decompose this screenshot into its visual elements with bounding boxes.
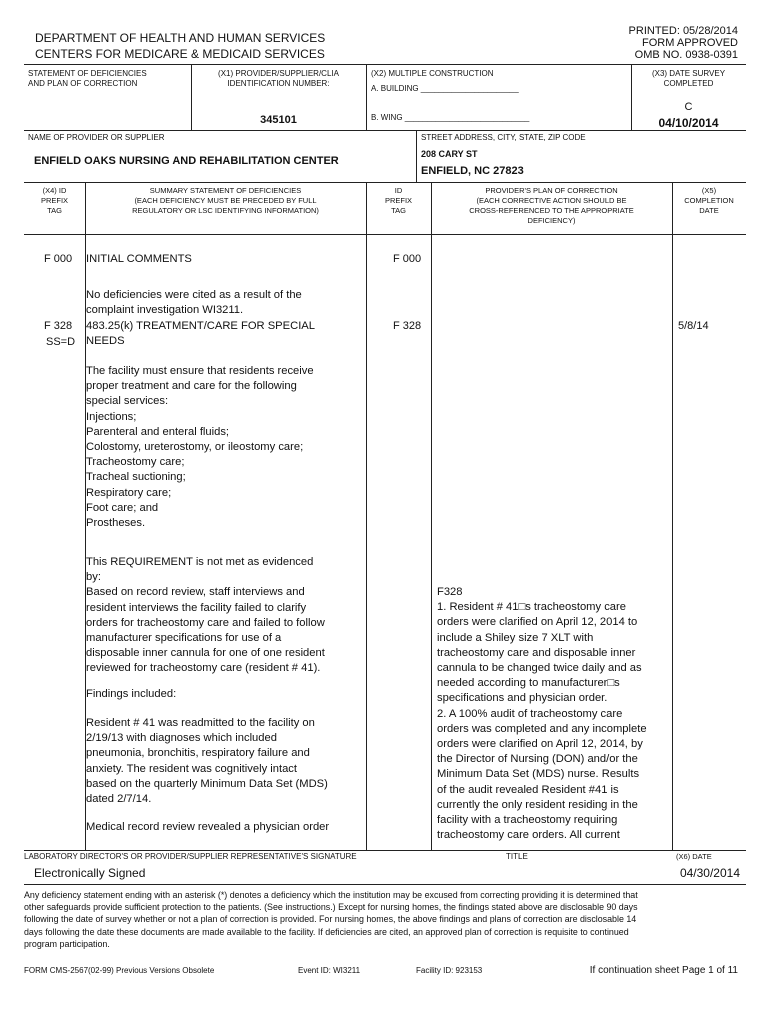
omb-number: OMB NO. 0938-0391 [634,49,738,61]
signature-value: Electronically Signed [34,866,146,880]
department-title: DEPARTMENT OF HEALTH AND HUMAN SERVICES [35,31,326,45]
survey-letter: C [684,101,693,113]
initial-comments: INITIAL COMMENTS [86,253,192,265]
form-approved: FORM APPROVED [642,37,738,49]
rule [672,182,673,850]
x1-label: (X1) PROVIDER/SUPPLIER/CLIA IDENTIFICATION NUMBER: [218,69,339,88]
x5-header: (X5) COMPLETION DATE [684,186,734,215]
special-services-text: The facility must ensure that residents receive proper treatment and care for the following special services: Injections; Parenteral and enteral fluids; Colostomy, ureterostomy, or ileostomy care; Tracheostomy care; Tracheal suctioning; Respiratory care; Foot care; and Prostheses. [86,365,314,530]
wing-label: B. WING ____________________________ [371,113,530,122]
page-indicator: If continuation sheet Page 1 of 11 [589,965,738,976]
plan-of-correction-text: F328 1. Resident # 41□s tracheostomy care orders were clarified on April 12, 2014 to include a Shiley size 7 XLT with tracheostomy care and disposable inner cannula to be changed twice daily and as needed according to manufacturer□s specifications and physician order. 2. A 100% audit of tracheostomy care orders was completed and any incomplete orders were clarified on April 12, 2014, by the Director of Nursing (DON) and/or the Minimum Data Set (MDS) nurse. Results of the audit revealed Resident #41 is currently the only resident residing in the facility with a tracheostomy requiring tracheostomy care orders. All current [437,586,647,842]
provider-id: 345101 [260,114,297,126]
id-f328: F 328 [393,320,422,332]
tag-severity: SS=D [46,336,76,348]
x2-label: (X2) MULTIPLE CONSTRUCTION [371,69,494,78]
f328-title: 483.25(k) TREATMENT/CARE FOR SPECIAL NEEDS [86,320,315,348]
rule [24,64,746,65]
signature-date: 04/30/2014 [679,866,740,880]
id-header: ID PREFIX TAG [384,186,413,215]
resident-text: Resident # 41 was readmitted to the facility on 2/19/13 with diagnoses which included pneumonia, bronchitis, respiratory failure and anxiety. The resident was cognitively intact based on the quarterly Minimum Data Set (MDS) dated 2/7/14. [86,717,328,806]
city-state-zip: ENFIELD, NC 27823 [421,165,524,177]
summary-header: SUMMARY STATEMENT OF DEFICIENCIES (EACH DEFICIENCY MUST BE PRECEDED BY FULL REGULATORY OR LSC IDENTIFYING INFORMATION) [132,186,319,215]
rule [366,64,367,130]
plan-header: PROVIDER'S PLAN OF CORRECTION (EACH CORRECTIVE ACTION SHOULD BE CROSS-REFERENCED TO THE APPROPRIATE DEFICIENCY) [469,186,634,225]
tag-f328: F 328 [44,320,73,332]
no-deficiencies-text: No deficiencies were cited as a result of the complaint investigation WI3211. [86,289,302,317]
cms-title: CENTERS FOR MEDICARE & MEDICAID SERVICES [35,47,325,61]
rule [416,130,417,182]
rule [24,130,746,131]
signature-label: LABORATORY DIRECTOR'S OR PROVIDER/SUPPLIER REPRESENTATIVE'S SIGNATURE [24,852,357,861]
rule [24,850,746,851]
provider-name: ENFIELD OAKS NURSING AND REHABILITATION CENTER [34,155,339,167]
rule [24,182,746,183]
statement-label: STATEMENT OF DEFICIENCIES AND PLAN OF CORRECTION [28,69,147,88]
printed-date: PRINTED: 05/28/2014 [628,25,738,37]
form-number: FORM CMS-2567(02-99) Previous Versions Obsolete [24,966,215,975]
rule [24,884,746,885]
x4-header: (X4) ID PREFIX TAG [40,186,69,215]
rule [24,234,746,235]
x6-date-label: (X6) DATE [676,852,712,861]
title-label: TITLE [506,852,528,861]
facility-id: Facility ID: 923153 [416,966,483,975]
rule [366,182,367,850]
tag-f000: F 000 [44,253,73,265]
survey-date: 04/10/2014 [658,116,719,130]
completion-date: 5/8/14 [678,320,709,332]
event-id: Event ID: WI3211 [298,966,361,975]
rule [431,182,432,850]
requirement-text: This REQUIREMENT is not met as evidenced by: Based on record review, staff interviews and resident interviews the facility failed to clarify orders for tracheostomy care and failed to follow manufacturer specifications for use of a disposable inner cannula for one of one resident reviewed for tracheostomy care (resident # 41). [86,556,325,675]
id-f000: F 000 [393,253,422,265]
disclaimer-text: Any deficiency statement ending with an asterisk (*) denotes a deficiency which the institution may be excused from correcting providing it is determined that other safeguards provide sufficient protection to the patients. (See instructions.) Except for nursing homes, the findings stated above are disclosable 90 days following the date of survey whether or not a plan of correction is provided. For nursing homes, the above findings and plans of correction are disclosable 14 days following the date these documents are made available to the facility. If deficiencies are cited, an approved plan of correction is requisite to continued program participation. [24,890,638,949]
street-address: 208 CARY ST [421,149,478,159]
building-label: A. BUILDING ______________________ [371,84,519,93]
medical-record-text: Medical record review revealed a physician order [86,821,330,833]
address-label: STREET ADDRESS, CITY, STATE, ZIP CODE [421,133,586,142]
findings-label: Findings included: [86,688,177,700]
provider-name-label: NAME OF PROVIDER OR SUPPLIER [28,133,165,142]
x3-label: (X3) DATE SURVEY COMPLETED [651,69,726,88]
